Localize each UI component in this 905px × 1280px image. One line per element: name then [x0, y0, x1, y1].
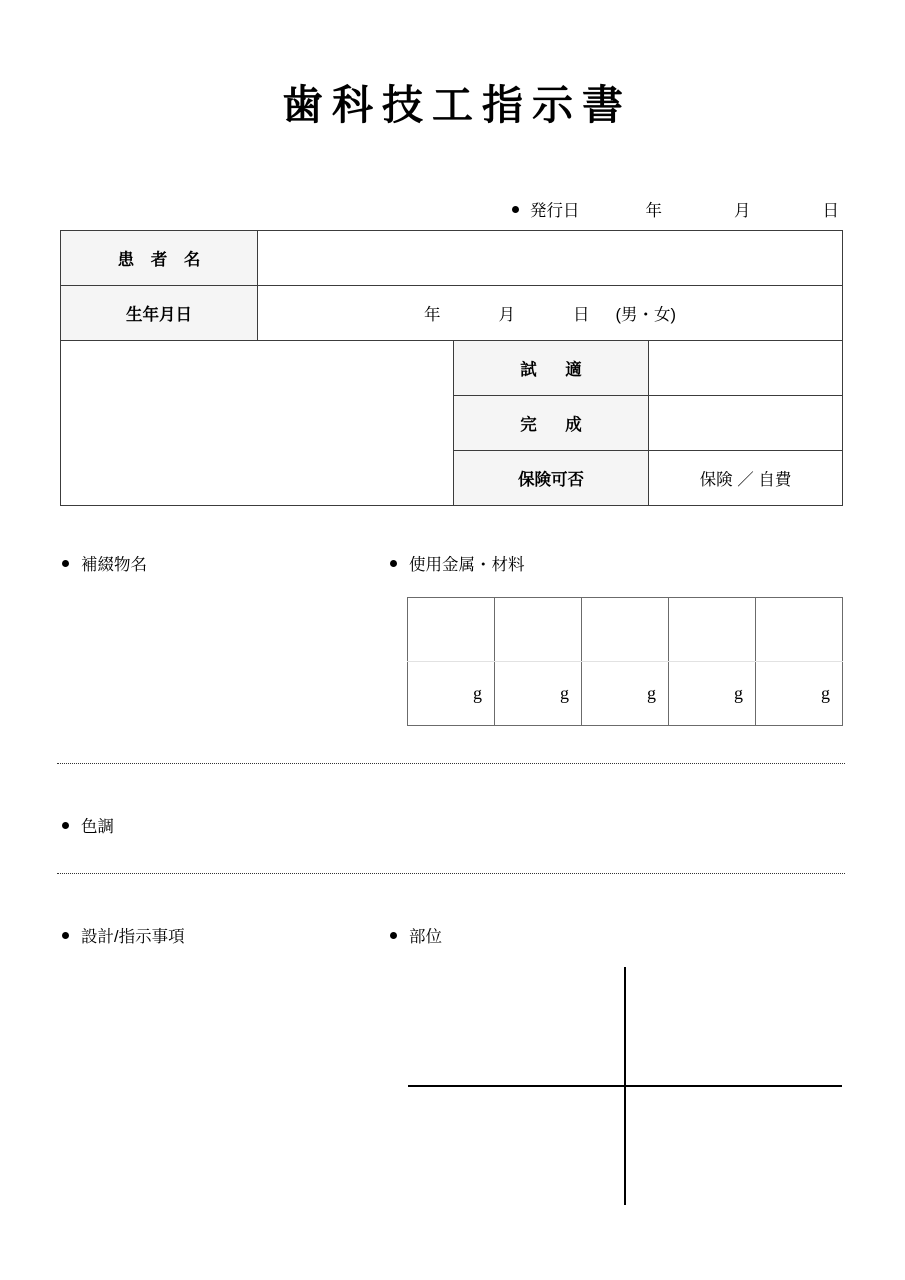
- material-name-cell[interactable]: [408, 598, 495, 662]
- material-name-cell[interactable]: [582, 598, 669, 662]
- material-name-cell[interactable]: [756, 598, 843, 662]
- patient-name-label: 患 者 名: [61, 231, 258, 286]
- material-weight-cell[interactable]: g: [669, 662, 756, 726]
- bullet-dot-icon: [390, 932, 397, 939]
- section-label-site: [390, 923, 442, 947]
- birthdate-year-unit: 年: [424, 306, 441, 324]
- bullet-dot-icon: [62, 560, 69, 567]
- bullet-dot-icon: [62, 822, 69, 829]
- section-label-design-instructions: [62, 923, 185, 947]
- table-row-material-name: [408, 598, 843, 662]
- table-row-tryin: [61, 341, 843, 396]
- section-label-shade: [62, 813, 114, 837]
- table-row-birthdate: [61, 286, 843, 341]
- section-label-material-used: [390, 551, 525, 575]
- issue-date-year-unit: 年: [645, 202, 662, 220]
- section-label-text: 使用金属・材料: [409, 556, 525, 574]
- section-label-text: 部位: [409, 928, 442, 946]
- material-weight-table: [407, 597, 843, 726]
- section-label-text: 色調: [81, 818, 114, 836]
- section-label-text: 設計/指示事項: [81, 928, 185, 946]
- table-row-patient-name: [61, 231, 843, 286]
- issue-date-month-unit: 月: [734, 202, 751, 220]
- bullet-dot-icon: [62, 932, 69, 939]
- section-label-text: 補綴物名: [81, 556, 147, 574]
- birthdate-month-unit: 月: [498, 306, 515, 324]
- material-weight-cell[interactable]: g: [495, 662, 582, 726]
- material-weight-cell[interactable]: g: [582, 662, 669, 726]
- bullet-dot-icon: [390, 560, 397, 567]
- section-divider: [57, 873, 845, 874]
- birthdate-value[interactable]: [258, 286, 843, 341]
- completion-value[interactable]: [649, 396, 843, 451]
- section-divider: [57, 763, 845, 764]
- insurance-value-choice[interactable]: 保険 ／ 自費: [649, 451, 843, 506]
- quadrant-vertical-line: [624, 967, 626, 1205]
- birthdate-day-unit: 日: [573, 306, 590, 324]
- material-name-cell[interactable]: [669, 598, 756, 662]
- insurance-label: 保険可否: [454, 451, 649, 506]
- quadrant-horizontal-line: [408, 1085, 842, 1087]
- page-title: 歯科技工指示書: [282, 82, 632, 128]
- issue-date-day-unit: 日: [822, 202, 839, 220]
- patient-info-table: [60, 230, 843, 506]
- material-weight-cell[interactable]: g: [756, 662, 843, 726]
- completion-label: 完 成: [454, 396, 649, 451]
- section-label-prosthesis-name: [62, 551, 147, 575]
- material-name-cell[interactable]: [495, 598, 582, 662]
- issue-date-row: [512, 197, 842, 221]
- table-row-material-weight: [408, 662, 843, 726]
- tryin-label: 試 適: [454, 341, 649, 396]
- birthdate-label: 生年月日: [61, 286, 258, 341]
- patient-name-value[interactable]: [258, 231, 843, 286]
- tryin-value[interactable]: [649, 341, 843, 396]
- issue-date-label: 発行日: [530, 202, 580, 220]
- bullet-dot-icon: [512, 206, 519, 213]
- material-weight-cell[interactable]: g: [408, 662, 495, 726]
- birthdate-sex-choice[interactable]: (男・女): [615, 306, 676, 324]
- notes-blank-cell[interactable]: [61, 341, 454, 506]
